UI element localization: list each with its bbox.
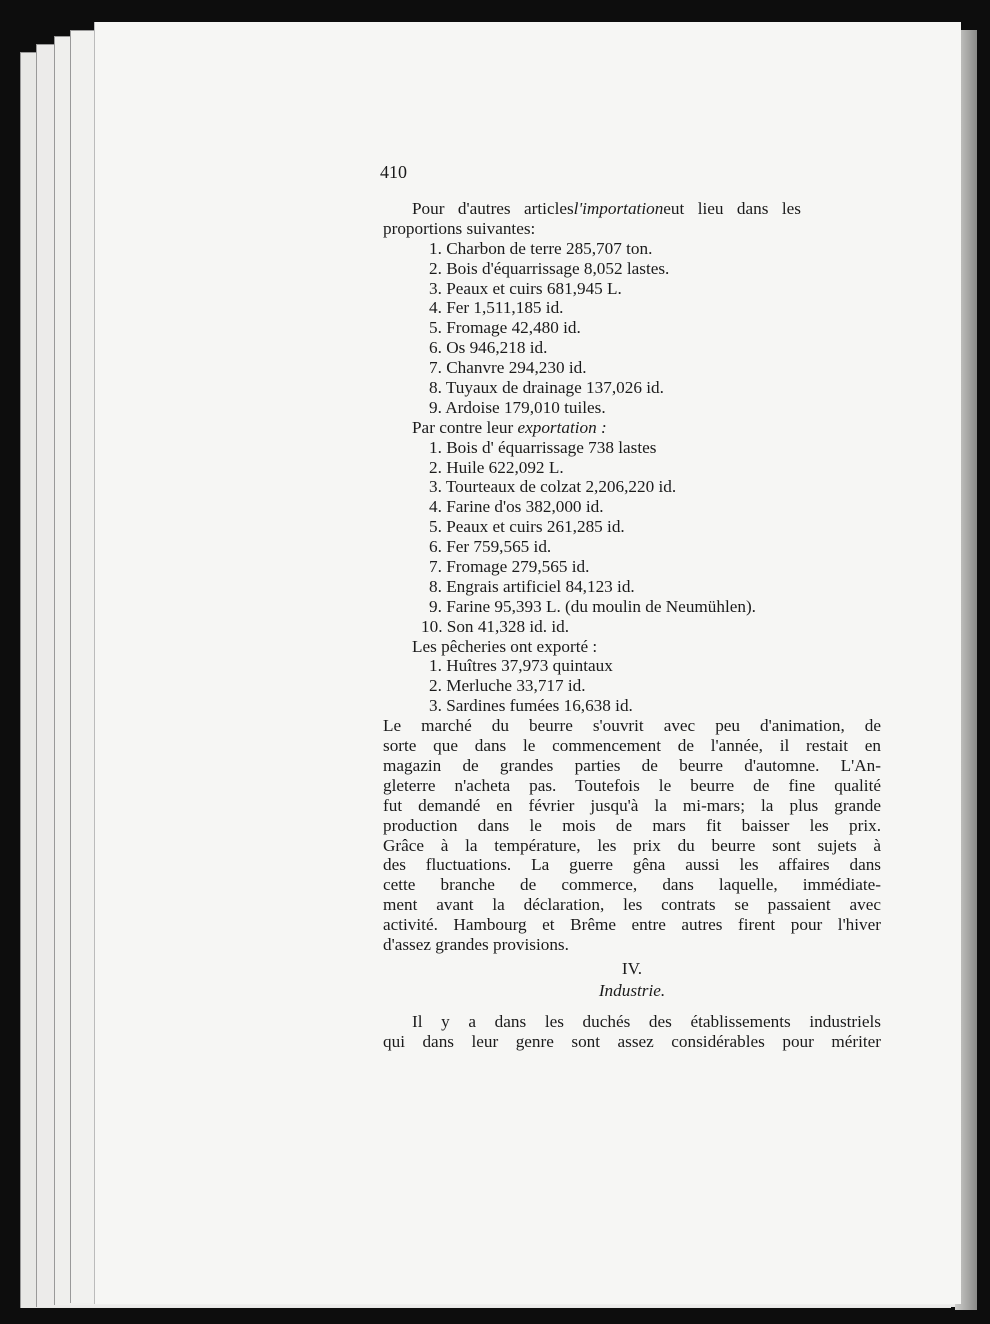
list-item: 9. Ardoise 179,010 tuiles. [429, 397, 606, 417]
list-item: 6. Fer 759,565 id. [429, 537, 552, 557]
list-item: 2. Huile 622,092 L. [429, 457, 564, 477]
paragraph-line: magazin de grandes parties de beurre d'automne. L'An- [383, 755, 881, 775]
list-item: 9. Farine 95,393 L. (du moulin de Neumühlen). [429, 596, 756, 616]
list-item: 4. Fer 1,511,185 id. [429, 298, 564, 318]
paragraph-line: activité. Hambourg et Brême entre autres firent pour l'hiver [383, 915, 881, 935]
list-item: 8. Tuyaux de drainage 137,026 id. [429, 378, 664, 398]
text-block [383, 199, 881, 1051]
list-item: 3. Peaux et cuirs 681,945 L. [429, 278, 622, 298]
paragraph-line: d'assez grandes provisions. [383, 934, 569, 954]
list-item: 8. Engrais artificiel 84,123 id. [429, 576, 635, 596]
list-item: 7. Chanvre 294,230 id. [429, 358, 587, 378]
paragraph-line: Grâce à la température, les prix du beurre sont sujets à [383, 835, 881, 855]
list-item: 1. Huîtres 37,973 quintaux [429, 656, 613, 676]
section-number: IV. [621, 958, 643, 978]
fisheries-intro: Les pêcheries ont exporté : [412, 636, 598, 656]
intro-line: proportions suivantes: [383, 218, 536, 238]
list-item: 2. Bois d'équarrissage 8,052 lastes. [429, 258, 670, 278]
paragraph-line: sorte que dans le commencement de l'année, il restait en [383, 736, 881, 756]
paragraph-line: ment avant la déclaration, les contrats se passaient avec [383, 895, 881, 915]
list-item: 6. Os 946,218 id. [429, 338, 548, 358]
paragraph-line: gleterre n'acheta pas. Toutefois le beurre de fine qualité [383, 775, 881, 795]
paragraph-line: production dans le mois de mars fit baisser les prix. [383, 815, 881, 835]
final-line: qui dans leur genre sont assez considérables pour mériter [383, 1031, 881, 1051]
page-number: 410 [380, 162, 407, 182]
list-item: 5. Peaux et cuirs 261,285 id. [429, 517, 625, 537]
list-item: 3. Sardines fumées 16,638 id. [429, 696, 633, 716]
paragraph-line: fut demandé en février jusqu'à la mi-mars; la plus grande [383, 795, 881, 815]
list-item: 1. Charbon de terre 285,707 ton. [429, 238, 653, 258]
list-item: 3. Tourteaux de colzat 2,206,220 id. [429, 477, 677, 497]
list-item: 4. Farine d'os 382,000 id. [429, 497, 604, 517]
list-item: 2. Merluche 33,717 id. [429, 676, 586, 696]
paragraph-line: des fluctuations. La guerre gêna aussi les affaires dans [383, 855, 881, 875]
list-item: 10. Son 41,328 id. id. [421, 616, 570, 636]
final-line: Il y a dans les duchés des établissements industriels [412, 1011, 881, 1031]
section-title: Industrie. [598, 980, 666, 1000]
paragraph-line: cette branche de commerce, dans laquelle, immédiate- [383, 875, 881, 895]
list-item: 1. Bois d' équarrissage 738 lastes [429, 437, 657, 457]
intro-line: Pour d'autres articlesl'importationeut lieu dans les [412, 199, 801, 218]
paragraph-line: Le marché du beurre s'ouvrit avec peu d'animation, de [383, 716, 881, 736]
list-item: 7. Fromage 279,565 id. [429, 557, 590, 577]
exports-intro: Par contre leur exportation : [412, 417, 607, 437]
list-item: 5. Fromage 42,480 id. [429, 318, 581, 338]
